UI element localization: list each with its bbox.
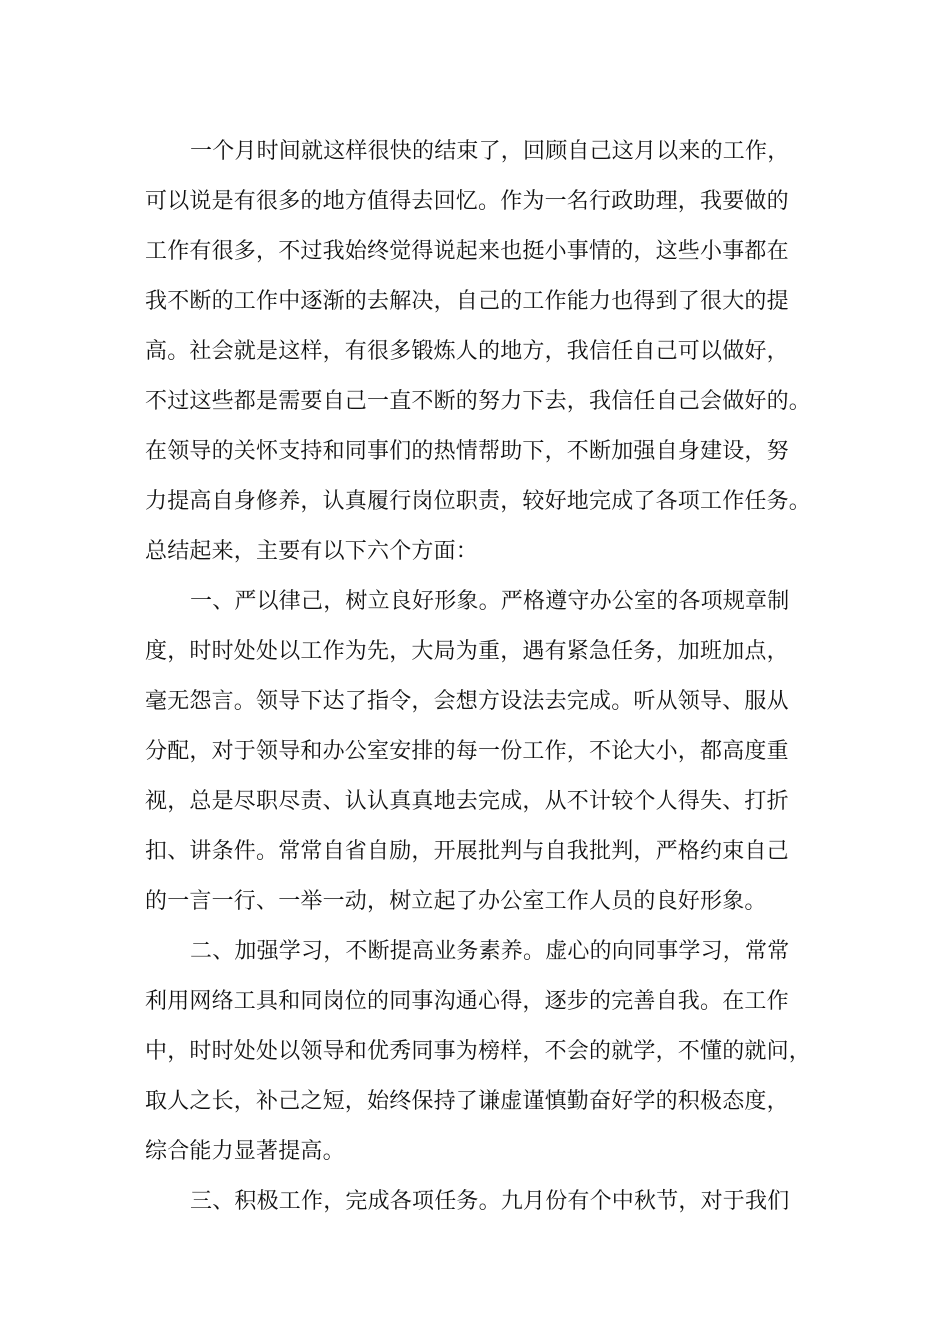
- paragraph-1-line-8: 力提高自身修养，认真履行岗位职责，较好地完成了各项工作任务。: [145, 489, 812, 514]
- paragraph-1-line-4: 我不断的工作中逐渐的去解决，自己的工作能力也得到了很大的提: [145, 289, 789, 314]
- paragraph-1-line-6: 不过这些都是需要自己一直不断的努力下去，我信任自己会做好的。: [145, 389, 812, 414]
- paragraph-3-line-1: 二、加强学习，不断提高业务素养。虚心的向同事学习，常常: [190, 939, 790, 964]
- paragraph-3-line-3: 中，时时处处以领导和优秀同事为榜样，不会的就学，不懂的就问，: [145, 1039, 812, 1064]
- paragraph-1-line-9: 总结起来，主要有以下六个方面：: [145, 539, 479, 564]
- paragraph-3-line-2: 利用网络工具和同岗位的同事沟通心得，逐步的完善自我。在工作: [145, 989, 789, 1014]
- paragraph-2-line-1: 一、严以律己，树立良好形象。严格遵守办公室的各项规章制: [190, 589, 790, 614]
- paragraph-4-line-1: 三、积极工作，完成各项任务。九月份有个中秋节，对于我们: [190, 1189, 790, 1214]
- paragraph-2-line-4: 分配，对于领导和办公室安排的每一份工作，不论大小，都高度重: [145, 739, 789, 764]
- paragraph-1-line-2: 可以说是有很多的地方值得去回忆。作为一名行政助理，我要做的: [145, 189, 789, 214]
- paragraph-2-line-3: 毫无怨言。领导下达了指令，会想方设法去完成。听从领导、服从: [145, 689, 789, 714]
- paragraph-1-line-3: 工作有很多，不过我始终觉得说起来也挺小事情的，这些小事都在: [145, 239, 789, 264]
- paragraph-3-line-4: 取人之长，补己之短，始终保持了谦虚谨慎勤奋好学的积极态度，: [145, 1089, 789, 1114]
- paragraph-1-line-1: 一个月时间就这样很快的结束了，回顾自己这月以来的工作，: [190, 139, 790, 164]
- paragraph-1-line-7: 在领导的关怀支持和同事们的热情帮助下，不断加强自身建设，努: [145, 439, 789, 464]
- paragraph-2-line-2: 度，时时处处以工作为先，大局为重，遇有紧急任务，加班加点，: [145, 639, 789, 664]
- paragraph-2-line-7: 的一言一行、一举一动，树立起了办公室工作人员的良好形象。: [145, 889, 767, 914]
- paragraph-2-line-6: 扣、讲条件。常常自省自励，开展批判与自我批判，严格约束自己: [145, 839, 789, 864]
- paragraph-1-line-5: 高。社会就是这样，有很多锻炼人的地方，我信任自己可以做好，: [145, 339, 789, 364]
- document-body: [145, 127, 825, 1227]
- paragraph-3-line-5: 综合能力显著提高。: [145, 1139, 345, 1164]
- paragraph-2-line-5: 视，总是尽职尽责、认认真真地去完成，从不计较个人得失、打折: [145, 789, 789, 814]
